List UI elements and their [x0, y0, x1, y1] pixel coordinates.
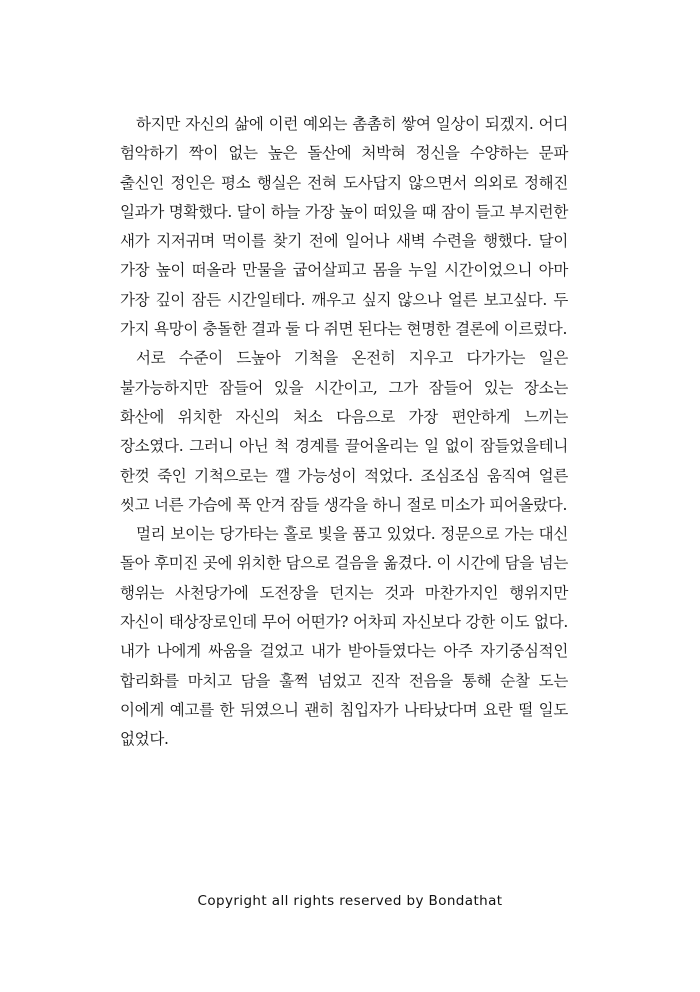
- paragraph-2: 서로 수준이 드높아 기척을 온전히 지우고 다가가는 일은 불가능하지만 잠들어 있을 시간이고, 그가 잠들어 있는 장소는 화산에 위치한 자신의 처소 다음으로 가장 편안하게 느끼는 장소였다. 그러니 아닌 척 경계를 끌어올리는 일 없이 잠들었을테니 한껏 죽인 기척으로는 깰 가능성이 적었다. 조심조심 움직여 얼른 씻고 너른 가슴에 푹 안겨 잠들 생각을 하니 절로 미소가 피어올랐다.: [120, 349, 568, 514]
- paragraph-3: 멀리 보이는 당가타는 홀로 빛을 품고 있었다. 정문으로 가는 대신 돌아 후미진 곳에 위치한 담으로 걸음을 옮겼다. 이 시간에 담을 넘는 행위는 사천당가에 도전장을 던지는 것과 마찬가지인 행위지만 자신이 태상장로인데 무어 어떤가? 어차피 자신보다 강한 이도 없다. 내가 나에게 싸움을 걸었고 내가 받아들였다는 아주 자기중심적인 합리화를 마치고 담을 훌쩍 넘었고 진작 전음을 통해 순찰 도는 이에게 예고를 한 뒤였으니 괜히 침입자가 나타났다며 요란 떨 일도 없었다.: [120, 525, 568, 749]
- body-text: [120, 110, 568, 755]
- copyright-footer: Copyright all rights reserved by Bondathat: [197, 893, 503, 909]
- paragraph-1: 하지만 자신의 삶에 이런 예외는 촘촘히 쌓여 일상이 되겠지. 어디 험악하기 짝이 없는 높은 돌산에 처박혀 정신을 수양하는 문파 출신인 정인은 평소 행실은 전혀 도사답지 않으면서 의외로 정해진 일과가 명확했다. 달이 하늘 가장 높이 떠있을 때 잠이 들고 부지런한 새가 지저귀며 먹이를 찾기 전에 일어나 새벽 수련을 행했다. 달이 가장 높이 떠올라 만물을 굽어살피고 몸을 누일 시간이었으니 아마 가장 깊이 잠든 시간일테다. 깨우고 싶지 않으나 얼른 보고싶다. 두 가지 욕망이 충돌한 결과 둘 다 쥐면 된다는 현명한 결론에 이르렀다.: [120, 115, 568, 339]
